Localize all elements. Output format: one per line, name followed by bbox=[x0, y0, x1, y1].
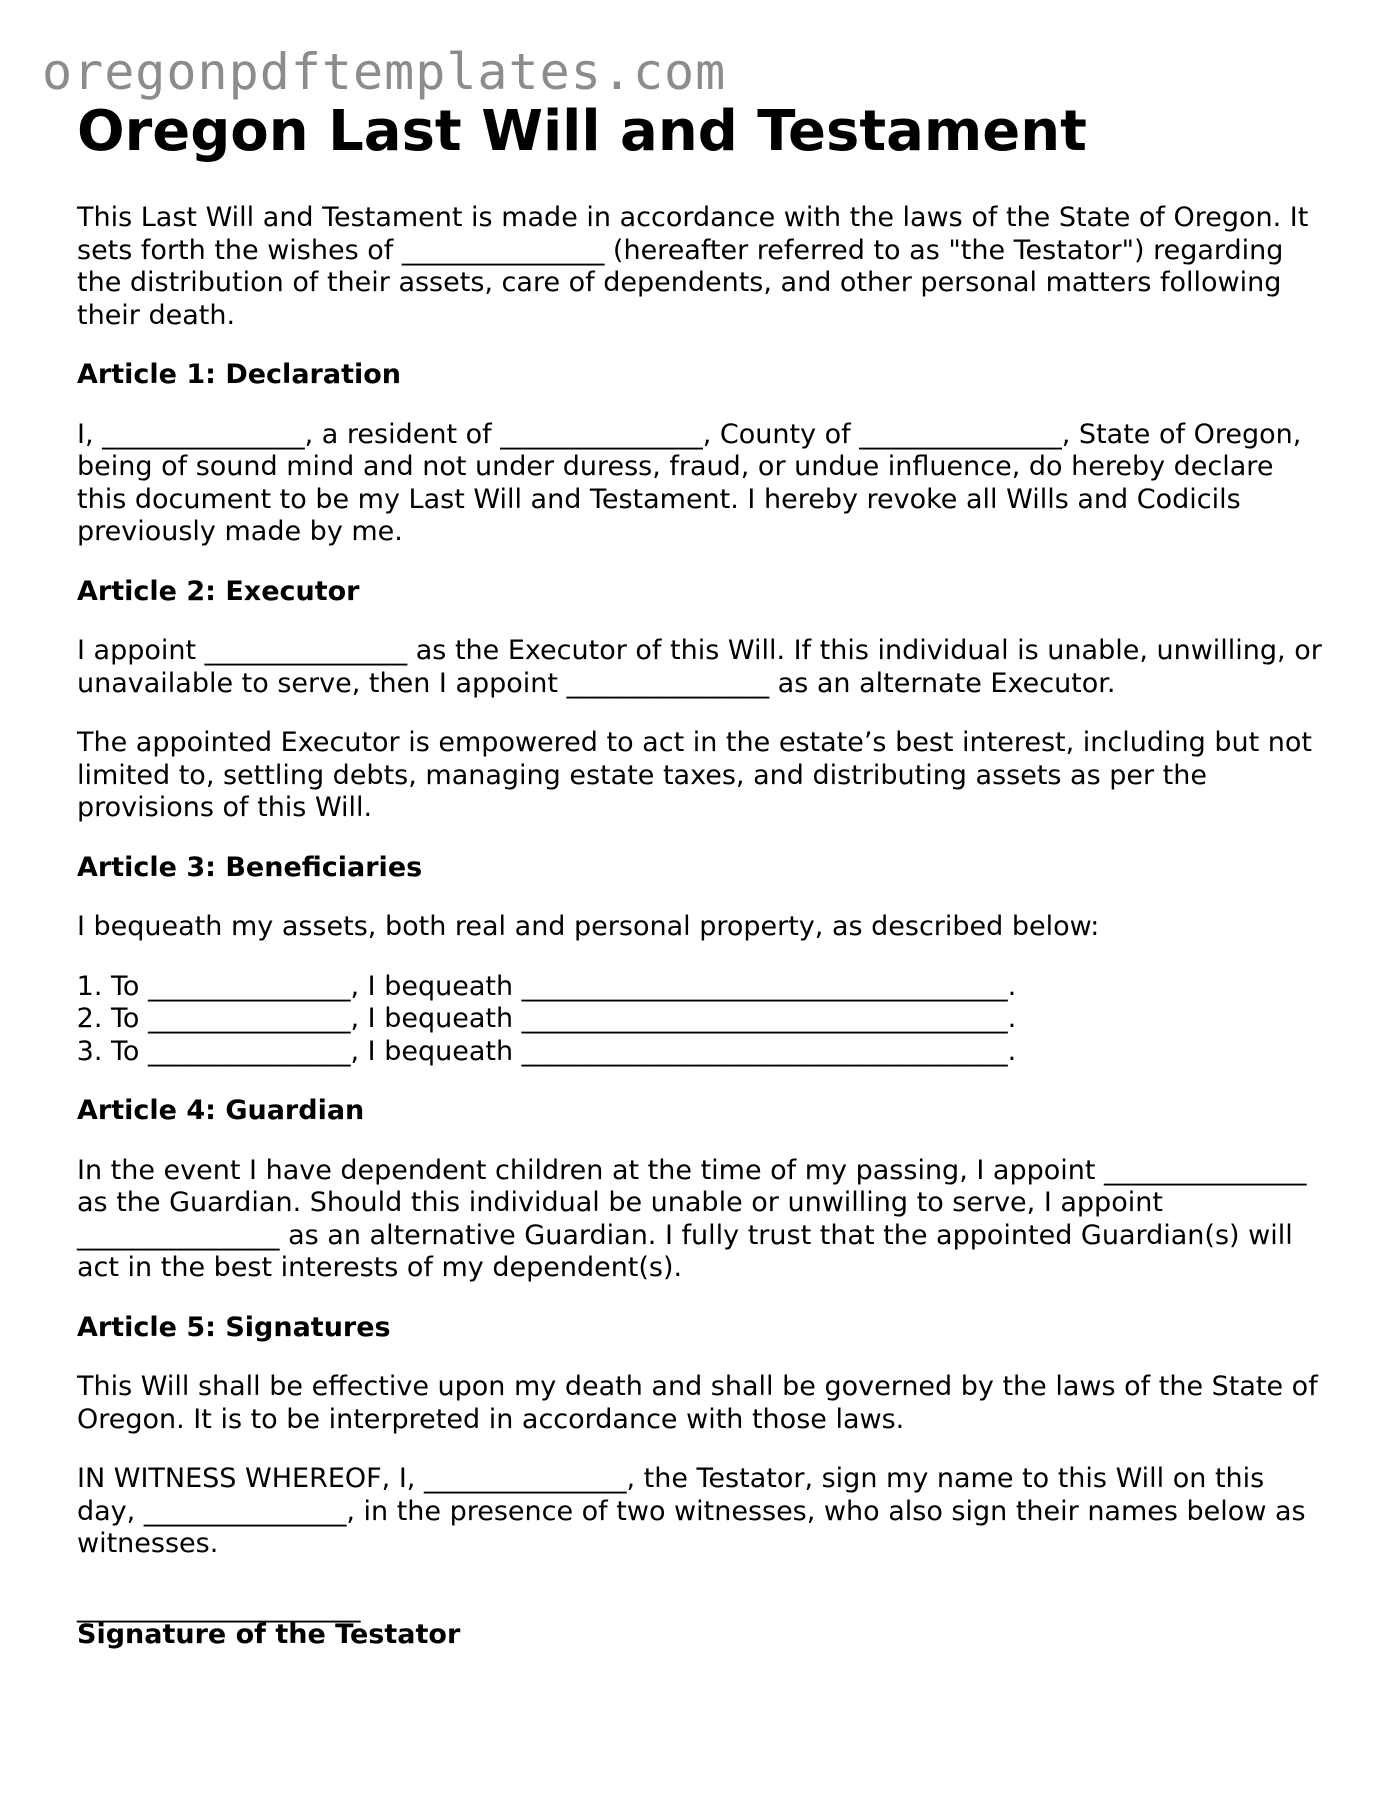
article-5-text-2: IN WITNESS WHEREOF, I, _______________, the Testator, sign my name to this Will on this day, _______________, in the presence of two witnesses, who also sign their names below as witnesses. bbox=[77, 1463, 1306, 1559]
testator-signature-line: _____________________ bbox=[77, 1591, 361, 1623]
bequest-item-1: 1. To _______________, I bequeath ____________________________________. bbox=[111, 971, 1327, 1004]
document-title: Oregon Last Will and Testament bbox=[77, 99, 1087, 164]
article-2-heading: Article 2: Executor bbox=[77, 575, 360, 607]
article-1-text: I, _______________, a resident of _______________, County of _______________, State of Oregon, being of sound mind and not under duress, fraud, or undue influence, do hereby declare this document to be my Last Will and Testament. I hereby revoke all Wills and Codicils previously made by me. bbox=[77, 418, 1302, 547]
article-5-text-1: This Will shall be effective upon my death and shall be governed by the laws of the State of Oregon. It is to be interpreted in accordance with those laws. bbox=[77, 1371, 1318, 1435]
intro-paragraph: This Last Will and Testament is made in accordance with the laws of the State of Oregon. It sets forth the wishes of _______________ (hereafter referred to as "the Testator") regarding the distribution of their assets, care of dependents, and other personal matters following their death. bbox=[77, 202, 1309, 331]
article-2-text-1: I appoint _______________ as the Executor of this Will. If this individual is unable, unwilling, or unavailable to serve, then I appoint _______________ as an alternate Executor. bbox=[77, 635, 1322, 699]
article-4-text: In the event I have dependent children at the time of my passing, I appoint _______________ as the Guardian. Should this individual be unable or unwilling to serve, I appoint _______________ as an alternative Guardian. I fully trust that the appointed Guardian(s) will act in the best interests of my dependent(s). bbox=[77, 1154, 1307, 1283]
document-body bbox=[77, 96, 1327, 1651]
article-1-heading: Article 1: Declaration bbox=[77, 359, 401, 390]
bequest-item-3: 3. To _______________, I bequeath ____________________________________. bbox=[111, 1036, 1327, 1069]
article-3-text: I bequeath my assets, both real and personal property, as described below: bbox=[77, 911, 1100, 942]
bequest-item-2: 2. To _______________, I bequeath ____________________________________. bbox=[111, 1003, 1327, 1036]
article-4-heading: Article 4: Guardian bbox=[77, 1095, 365, 1126]
article-2-text-2: The appointed Executor is empowered to act in the estate’s best interest, including but not limited to, settling debts, managing estate taxes, and distributing assets as per the provisions of this Will. bbox=[77, 727, 1312, 823]
watermark: oregonpdftemplates.com bbox=[42, 43, 727, 101]
article-3-heading: Article 3: Beneficiaries bbox=[77, 851, 423, 883]
testator-signature-label: Signature of the Testator bbox=[77, 1618, 461, 1650]
bequest-list bbox=[77, 971, 1327, 1069]
article-5-heading: Article 5: Signatures bbox=[77, 1311, 391, 1343]
